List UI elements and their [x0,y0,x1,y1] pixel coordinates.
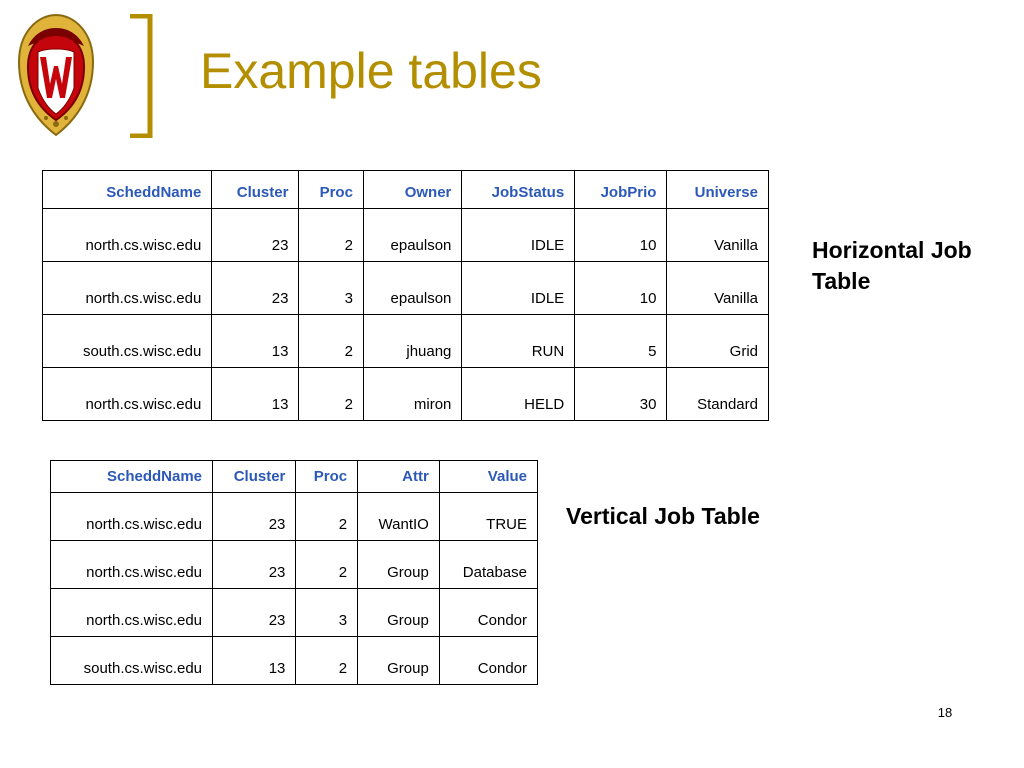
title-bracket-icon [128,14,154,138]
table-cell: Group [358,637,440,685]
table-cell: 10 [575,262,667,315]
table-cell: HELD [462,368,575,421]
table-cell: IDLE [462,209,575,262]
column-header-jobprio: JobPrio [575,171,667,209]
page-number: 18 [937,705,953,720]
table-cell: 23 [213,589,296,637]
table-cell: 23 [213,493,296,541]
table-cell: IDLE [462,262,575,315]
table-cell: Standard [667,368,769,421]
table-cell: epaulson [363,209,461,262]
table-cell: north.cs.wisc.edu [51,541,213,589]
table-cell: 13 [212,315,299,368]
column-header-value: Value [439,461,537,493]
table-cell: 2 [296,541,358,589]
table-row [51,541,538,589]
table-cell: Condor [439,589,537,637]
table-cell: 2 [299,209,364,262]
table-cell: Vanilla [667,262,769,315]
table-cell: WantIO [358,493,440,541]
table-cell: north.cs.wisc.edu [51,589,213,637]
table-cell: Condor [439,637,537,685]
column-header-universe: Universe [667,171,769,209]
table-cell: 30 [575,368,667,421]
table-header-row [51,461,538,493]
table-cell: Database [439,541,537,589]
table-cell: 13 [213,637,296,685]
vertical-job-table [50,460,538,685]
table-cell: 2 [296,493,358,541]
table-cell: south.cs.wisc.edu [51,637,213,685]
uw-madison-crest-icon [16,12,96,138]
table-row [43,368,769,421]
horizontal-job-table [42,170,769,421]
table-cell: south.cs.wisc.edu [43,315,212,368]
table-cell: RUN [462,315,575,368]
table-cell: north.cs.wisc.edu [43,262,212,315]
table-row [51,493,538,541]
column-header-jobstatus: JobStatus [462,171,575,209]
table-cell: 2 [299,368,364,421]
table-cell: 23 [212,209,299,262]
column-header-proc: Proc [296,461,358,493]
page-title: Example tables [200,43,542,99]
column-header-owner: Owner [363,171,461,209]
table-cell: 23 [213,541,296,589]
column-header-scheddname: ScheddName [51,461,213,493]
table-cell: 5 [575,315,667,368]
table-row [43,262,769,315]
table-cell: Group [358,589,440,637]
table-row [43,315,769,368]
table-cell: 10 [575,209,667,262]
table-cell: TRUE [439,493,537,541]
table-row [51,589,538,637]
table-row [51,637,538,685]
horizontal-table-label: Horizontal Job Table [812,237,972,294]
column-header-scheddname: ScheddName [43,171,212,209]
table-cell: Vanilla [667,209,769,262]
table-cell: north.cs.wisc.edu [43,209,212,262]
table-cell: 2 [299,315,364,368]
vertical-table-label: Vertical Job Table [566,503,760,529]
table-header-row [43,171,769,209]
table-cell: miron [363,368,461,421]
column-header-cluster: Cluster [213,461,296,493]
table-cell: jhuang [363,315,461,368]
column-header-attr: Attr [358,461,440,493]
column-header-cluster: Cluster [212,171,299,209]
table-cell: epaulson [363,262,461,315]
table-cell: 3 [299,262,364,315]
table-cell: 13 [212,368,299,421]
table-row [43,209,769,262]
table-cell: north.cs.wisc.edu [43,368,212,421]
column-header-proc: Proc [299,171,364,209]
table-cell: north.cs.wisc.edu [51,493,213,541]
table-cell: Group [358,541,440,589]
table-cell: Grid [667,315,769,368]
table-cell: 23 [212,262,299,315]
table-cell: 2 [296,637,358,685]
table-cell: 3 [296,589,358,637]
